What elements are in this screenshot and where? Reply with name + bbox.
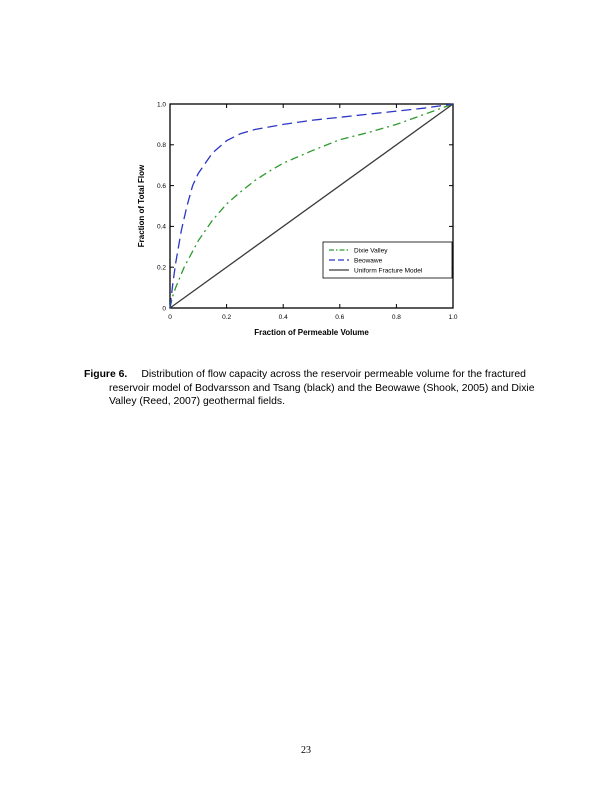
y-tick-label: 1.0 [156, 101, 166, 109]
x-axis-label: Fraction of Permeable Volume [254, 328, 369, 337]
y-tick-label: 0.8 [156, 142, 166, 150]
figure-label: Figure 6. [84, 369, 128, 380]
x-tick-label: 0.8 [391, 314, 401, 321]
y-axis-label: Fraction of Total Flow [137, 164, 146, 248]
legend-label: Beowawe [354, 257, 383, 265]
y-tick-label: 0.6 [156, 182, 166, 190]
x-tick-label: 0.4 [278, 314, 288, 321]
flow-capacity-chart [130, 95, 470, 345]
x-tick-label: 0 [168, 314, 172, 321]
x-tick-label: 1.0 [448, 314, 458, 321]
page-number: 23 [301, 745, 311, 756]
legend-label: Dixie Valley [354, 247, 388, 255]
x-tick-label: 0.6 [335, 314, 345, 321]
y-tick-label: 0.2 [156, 264, 166, 272]
figure-caption [84, 368, 549, 409]
y-tick-label: 0 [162, 305, 166, 313]
figure-caption-text: Distribution of flow capacity across the reservoir permeable volume for the fractured reservoir model of Bodvarsson and Tsang (black) and the Beowawe (Shook, 2005) and Dixie Valley (Reed, 2007) geothermal fields. [109, 369, 535, 408]
y-tick-label: 0.4 [156, 223, 166, 231]
legend-label: Uniform Fracture Model [354, 267, 423, 275]
x-tick-label: 0.2 [222, 314, 232, 321]
